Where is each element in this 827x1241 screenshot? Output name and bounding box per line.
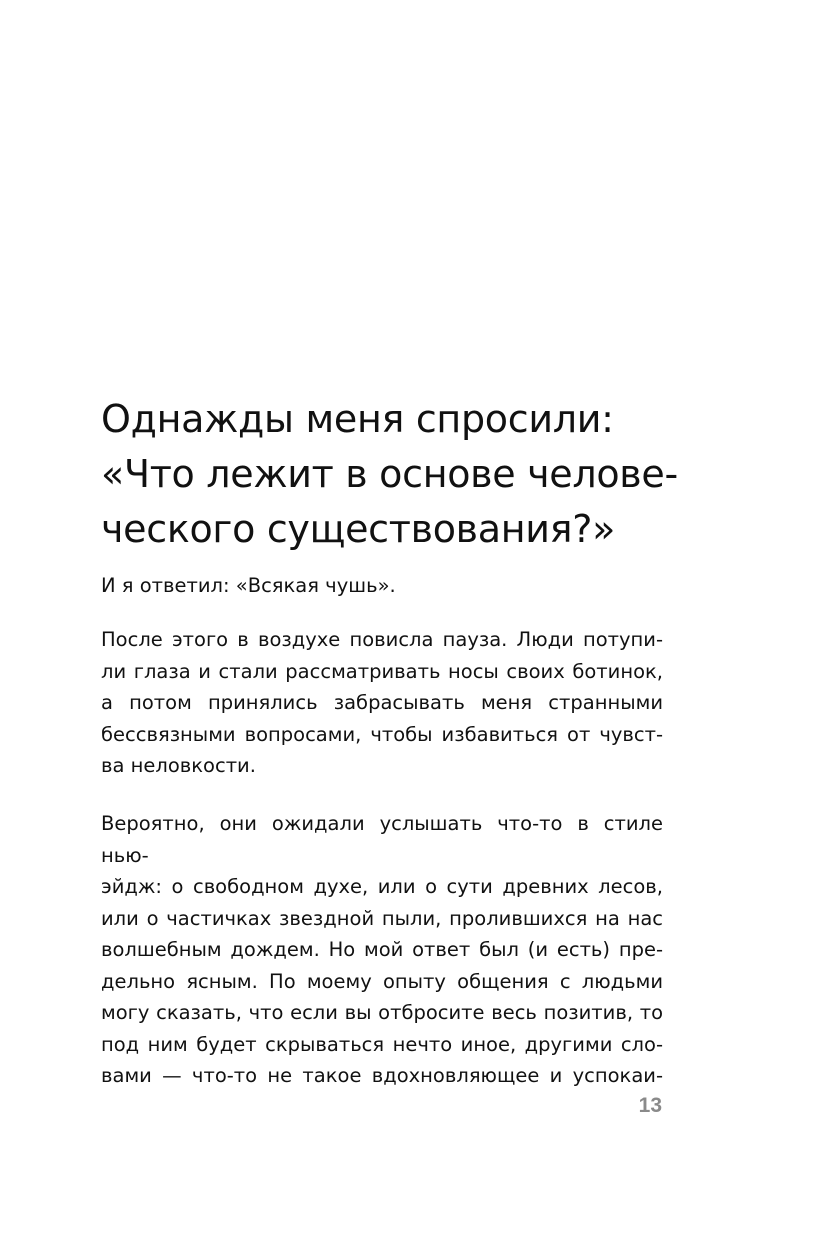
paragraph-line: ва неловкости. [101,754,256,777]
page-number: 13 [638,1094,662,1117]
heading-line: «Что лежит в основе челове- [101,452,678,496]
paragraph-expectation [101,808,663,1092]
paragraph-line: И я ответил: «Всякая чушь». [101,574,396,597]
paragraph-line: или о частичках звездной пыли, пролившихся на нас [101,906,663,930]
paragraph-line: бессвязными вопросами, чтобы избавиться от чувст- [101,722,663,746]
paragraph-line: волшебным дождем. Но мой ответ был (и есть) пре- [101,938,663,961]
paragraph-line: под ним будет скрываться нечто иное, другими сло- [101,1032,663,1056]
heading-line: Однажды меня спросили: [101,397,614,441]
chapter-heading [101,392,681,557]
paragraph-line: После этого в воздухе повисла пауза. Люди потупи- [101,628,663,651]
paragraph-line: ли глаза и стали рассматривать носы своих ботинок, [101,659,663,683]
heading-line: ческого существования?» [101,507,616,551]
paragraph-line: вами — что-то не такое вдохновляющее и успокаи- [101,1064,663,1087]
paragraph-line: Вероятно, они ожидали услышать что-то в стиле нью- [101,812,663,867]
paragraph-pause [101,624,663,782]
paragraph-line: а потом принялись забрасывать меня странными [101,691,663,714]
paragraph-answer [101,570,663,602]
paragraph-line: эйдж: о свободном духе, или о сути древних лесов, [101,875,663,898]
paragraph-line: могу сказать, что если вы отбросите весь позитив, то [101,1001,663,1024]
paragraph-line: дельно ясным. По моему опыту общения с людьми [101,969,663,993]
